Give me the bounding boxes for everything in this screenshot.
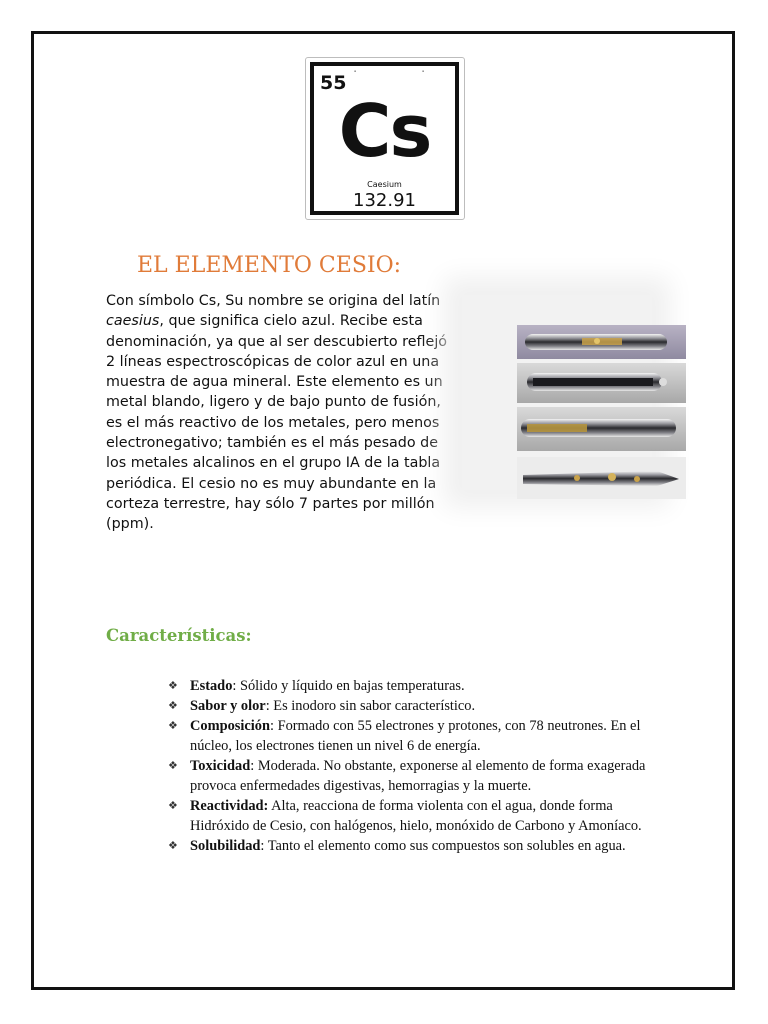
item-text: : Moderada. No obstante, exponerse al elemento de forma exagerada provoca enfermedades digestivas, hemorragias y la muerte.: [190, 758, 646, 794]
item-text: : Sólido y líquido en bajas temperaturas.: [232, 678, 465, 694]
diamond-bullet-icon: ❖: [168, 760, 178, 772]
list-item: [168, 676, 668, 696]
page-title: EL ELEMENTO CESIO:: [137, 253, 402, 278]
atomic-mass: 132.91: [353, 190, 416, 211]
element-tile: [310, 62, 459, 215]
element-name: Caesium: [367, 180, 402, 189]
atomic-number: 55: [320, 72, 347, 94]
caesium-ampoules-image: [450, 287, 680, 519]
item-term: Reactividad:: [190, 798, 269, 814]
item-term: Toxicidad: [190, 758, 251, 774]
diamond-bullet-icon: ❖: [168, 680, 178, 692]
list-item: [168, 836, 668, 856]
diamond-bullet-icon: ❖: [168, 720, 178, 732]
diamond-bullet-icon: ❖: [168, 700, 178, 712]
tile-mark-left: ▪: [354, 69, 357, 73]
intro-text-rest: , que significa cielo azul. Recibe esta denominación, ya que al ser descubierto reflejó 2 líneas espectroscópicas de color azul en una muestra de agua mineral. Este elemento es un metal blando, ligero y de bajo punto de fusión, es el más reactivo de los metales, pero menos electronegativo; también es el más pesado de los metales alcalinos en el grupo IA de la tabla periódica. El cesio no es muy abundante en la corteza terrestre, hay sólo 7 partes por millón (ppm).: [106, 313, 448, 533]
item-text: Alta, reacciona de forma violenta con el agua, donde forma Hidróxido de Cesio, con halógenos, hielo, monóxido de Carbono y Amoníaco.: [190, 798, 642, 834]
element-symbol: Cs: [338, 89, 431, 173]
ampoules-photo: [517, 325, 686, 499]
item-term: Sabor y olor: [190, 698, 266, 714]
item-text: : Formado con 55 electrones y protones, con 78 neutrones. En el núcleo, los electrones tienen un nivel 6 de energía.: [190, 718, 641, 754]
item-term: Estado: [190, 678, 233, 694]
list-item: [168, 756, 668, 796]
list-item: [168, 796, 668, 836]
characteristics-heading: Características:: [106, 626, 252, 645]
item-term: Composición: [190, 718, 270, 734]
item-text: : Es inodoro sin sabor característico.: [265, 698, 476, 714]
intro-text-start: Con símbolo Cs, Su nombre se origina del latín: [106, 293, 441, 309]
intro-paragraph: [106, 291, 660, 535]
list-item: [168, 716, 668, 756]
list-item: [168, 696, 668, 716]
item-text: : Tanto el elemento como sus compuestos son solubles en agua.: [260, 838, 626, 854]
tile-mark-right: ▪: [422, 69, 425, 73]
latin-word: caesius: [106, 313, 160, 330]
item-term: Solubilidad: [190, 838, 261, 854]
diamond-bullet-icon: ❖: [168, 840, 178, 852]
diamond-bullet-icon: ❖: [168, 800, 178, 812]
characteristics-list: [168, 676, 668, 856]
